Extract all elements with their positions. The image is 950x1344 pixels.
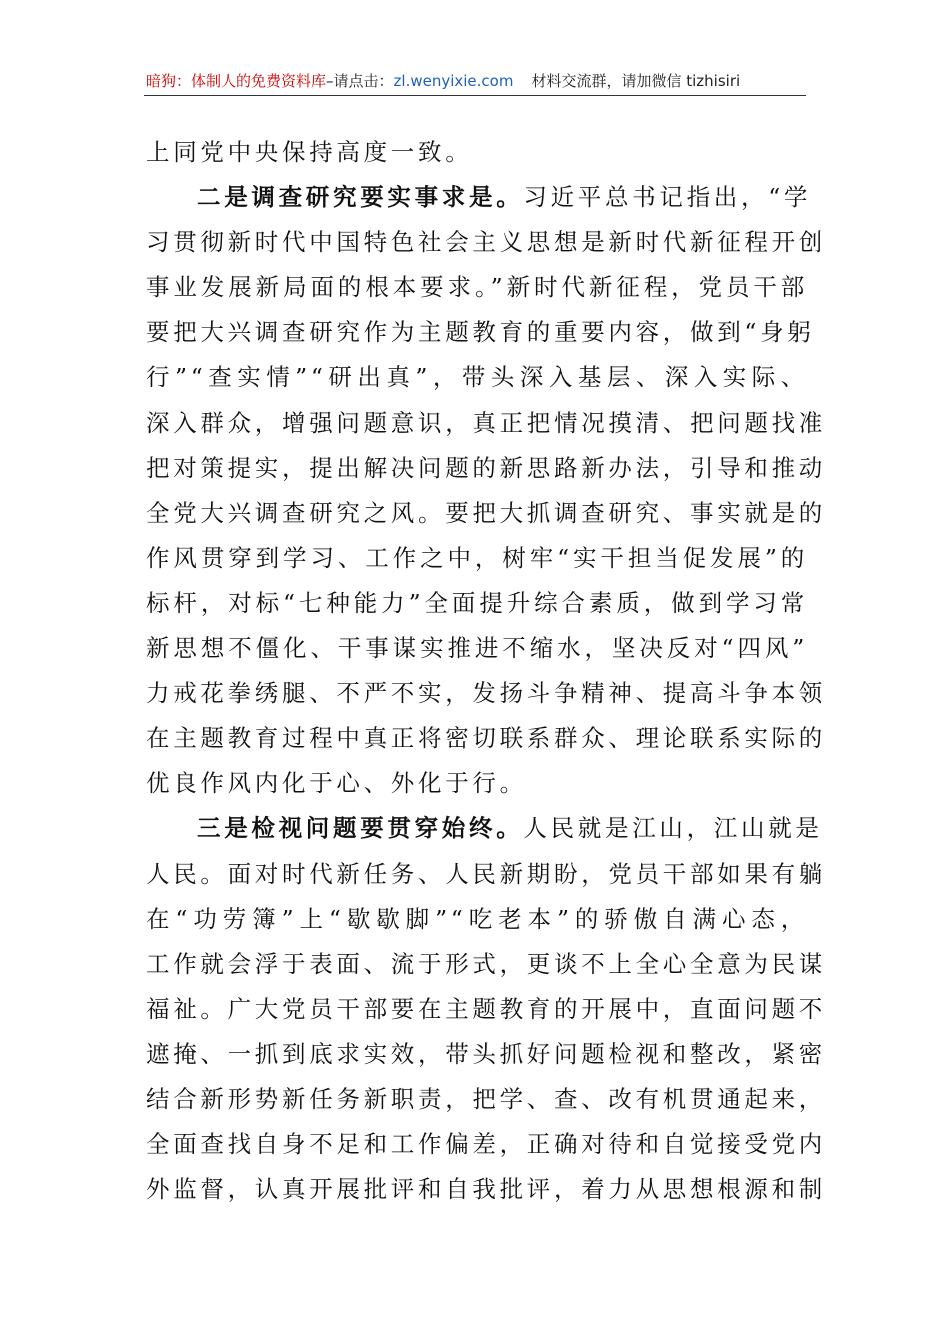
- line-text: 习贯彻新时代中国特色社会主义思想是新时代新征程开创: [146, 228, 826, 257]
- line-text: 福祉。广大党员干部要在主题教育的开展中，直面问题不: [146, 994, 826, 1023]
- text-line: [146, 1077, 826, 1122]
- text-line: [146, 897, 808, 942]
- paragraph-heading: 三是检视问题要贯穿始终。: [197, 814, 524, 843]
- line-text: 深入群众，增强问题意识，真正把情况摸清、把问题找准: [146, 408, 826, 437]
- line-text: 遮掩、一抓到底求实效，带头抓好问题检视和整改，紧密: [146, 1039, 826, 1068]
- line-text: 新思想不僵化、干事谋实推进不缩水，坚决反对“四风”: [146, 634, 808, 663]
- line-text: 作风贯穿到学习、工作之中，树牢“实干担当促发展”的: [146, 543, 808, 572]
- text-line: [146, 310, 815, 355]
- text-line: [146, 1122, 826, 1167]
- line-text: 在“功劳簿”上“歇歇脚”“吃老本”的骄傲自满心态，: [146, 904, 808, 933]
- header-url-link[interactable]: zl.wenyixie.com: [393, 72, 514, 90]
- text-line: [146, 852, 826, 897]
- line-text: 全党大兴调查研究之风。要把大抓调查研究、事实就是的: [146, 498, 826, 527]
- line-text: 行”“查实情”“研出真”，带头深入基层、深入实际、: [146, 363, 808, 392]
- header-site-name: 暗狗：体制人的免费资料库: [146, 72, 327, 90]
- line-text: 要把大兴调查研究作为主题教育的重要内容，做到“身躬: [146, 318, 815, 347]
- text-line: [146, 536, 808, 581]
- text-line: [146, 220, 826, 265]
- text-line: [146, 671, 826, 716]
- text-line: [146, 942, 826, 987]
- text-line: [146, 355, 808, 400]
- line-text: 工作就会浮于表面、流于形式，更谈不上全心全意为民谋: [146, 949, 826, 978]
- line-text: 力戒花拳绣腿、不严不实，发扬斗争精神、提高斗争本领: [146, 679, 826, 708]
- text-line: [146, 716, 826, 761]
- line-text: 把对策提实，提出解决问题的新思路新办法，引导和推动: [146, 453, 826, 482]
- paragraph-first-line: [146, 175, 812, 220]
- text-line: [146, 265, 808, 310]
- text-line: [146, 1032, 826, 1077]
- line-text: 标杆，对标“七种能力”全面提升综合素质，做到学习常: [146, 588, 808, 617]
- paragraph-first-line: [146, 806, 823, 851]
- text-line: [146, 987, 826, 1032]
- text-line: [146, 446, 826, 491]
- text-line: [146, 401, 826, 446]
- line-text: 外监督，认真开展批评和自我批评，着力从思想根源和制: [146, 1175, 826, 1204]
- paragraph-heading: 二是调查研究要实事求是。: [197, 183, 524, 212]
- text-line: [146, 626, 808, 671]
- text-line: [146, 761, 808, 806]
- line-text: 优良作风内化于心、外化于行。: [146, 769, 527, 798]
- text-line: [146, 581, 808, 626]
- line-text: 事业发展新局面的根本要求。”新时代新征程，党员干部: [146, 273, 808, 302]
- header-click-prompt: –请点击：: [326, 72, 394, 90]
- header-divider: [144, 95, 806, 96]
- document-body: [146, 130, 826, 1212]
- header-wechat-note: 材料交流群，请加微信 tizhisiri: [531, 72, 741, 90]
- line-text: 人民就是江山，江山就是: [523, 814, 823, 843]
- page-header: [146, 68, 806, 94]
- text-line: [146, 1167, 826, 1212]
- line-text: 人民。面对时代新任务、人民新期盼，党员干部如果有躺: [146, 859, 826, 888]
- line-text: 结合新形势新任务新职责，把学、查、改有机贯通起来，: [146, 1084, 826, 1113]
- line-text: 上同党中央保持高度一致。: [146, 138, 473, 166]
- text-line: [146, 130, 808, 175]
- line-text: 全面查找自身不足和工作偏差，正确对待和自觉接受党内: [146, 1130, 826, 1159]
- line-text: 在主题教育过程中真正将密切联系群众、理论联系实际的: [146, 724, 826, 753]
- line-text: 习近平总书记指出，“学: [523, 183, 812, 212]
- text-line: [146, 491, 826, 536]
